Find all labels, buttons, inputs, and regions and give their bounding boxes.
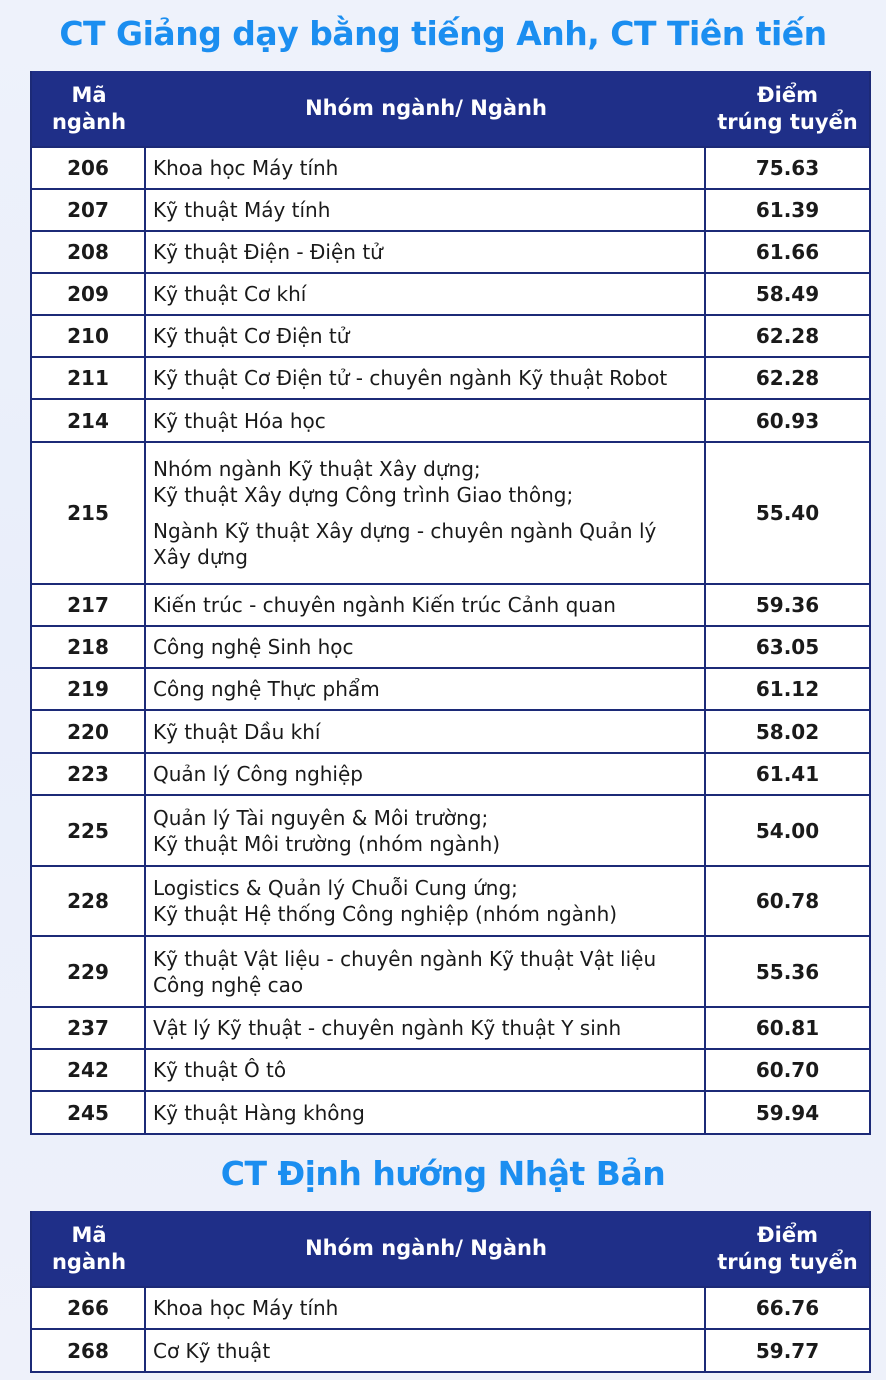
major-code: 217 [32, 585, 146, 625]
table-row [32, 230, 869, 272]
major-name [146, 1092, 706, 1133]
major-code: 245 [32, 1092, 146, 1133]
admission-table-english-program [30, 71, 871, 1135]
major-name-line: Quản lý Công nghiệp [153, 762, 363, 786]
section-title-english-program: CT Giảng dạy bằng tiếng Anh, CT Tiên tiến [59, 14, 827, 53]
major-name [146, 358, 706, 398]
major-name-line: Kỹ thuật Cơ Điện tử - chuyên ngành Kỹ thuật Robot [153, 366, 668, 390]
major-name-line: Công nghệ Sinh học [153, 635, 354, 659]
table-row [32, 865, 869, 935]
major-code: 225 [32, 796, 146, 865]
major-name [146, 274, 706, 314]
major-name-line: Kỹ thuật Hệ thống Công nghiệp (nhóm ngành) [153, 902, 618, 926]
major-name [146, 867, 706, 935]
major-name-line: Kỹ thuật Ô tô [153, 1058, 287, 1082]
major-code: 207 [32, 190, 146, 230]
major-name-line: Cơ Kỹ thuật [153, 1338, 271, 1363]
table-row [32, 1006, 869, 1048]
major-name [146, 400, 706, 441]
admission-score: 59.36 [755, 593, 820, 617]
header-score: Điểm trúng tuyển [717, 1222, 858, 1274]
major-name [146, 1330, 706, 1371]
major-code: 268 [32, 1330, 146, 1371]
table-row [32, 314, 869, 356]
major-name-line: Kỹ thuật Máy tính [153, 198, 331, 222]
admission-score: 60.81 [755, 1016, 820, 1040]
major-code: 211 [32, 358, 146, 398]
table-row [32, 709, 869, 752]
admission-score: 55.40 [755, 501, 820, 525]
admission-score: 54.00 [755, 818, 820, 843]
major-name-line: Vật lý Kỹ thuật - chuyên ngành Kỹ thuật Y sinh [153, 1016, 622, 1040]
table-row [32, 146, 869, 188]
admission-score: 60.78 [755, 889, 820, 913]
major-name [146, 1008, 706, 1048]
major-name-line: Kỹ thuật Xây dựng Công trình Giao thông; [153, 483, 574, 507]
major-code: 214 [32, 400, 146, 441]
major-code: 237 [32, 1008, 146, 1048]
major-name-line: Kỹ thuật Dầu khí [153, 719, 321, 744]
major-code: 208 [32, 232, 146, 272]
section-title-japan-program: CT Định hướng Nhật Bản [220, 1154, 666, 1193]
major-name-line: Kỹ thuật Điện - Điện tử [153, 240, 383, 264]
major-name [146, 627, 706, 667]
major-name-line: Kỹ thuật Cơ Điện tử [153, 324, 350, 348]
major-code: 219 [32, 669, 146, 709]
admission-score: 62.28 [755, 324, 820, 348]
major-name [146, 316, 706, 356]
table-row [32, 272, 869, 314]
major-name [146, 1050, 706, 1090]
header-code: Mã ngành [51, 82, 127, 134]
major-name-line: Kỹ thuật Vật liệu - chuyên ngành Kỹ thuật Vật liệu [153, 946, 657, 971]
major-name [146, 148, 706, 188]
major-name-line: Công nghệ cao [153, 972, 304, 997]
major-name-line: Xây dựng [153, 545, 248, 569]
major-name [146, 585, 706, 625]
admission-score: 59.77 [755, 1338, 820, 1363]
major-code: 266 [32, 1288, 146, 1328]
table-body [32, 1286, 869, 1371]
admission-score: 61.66 [755, 240, 820, 264]
major-code: 209 [32, 274, 146, 314]
admission-score: 60.93 [755, 408, 820, 433]
major-code: 229 [32, 937, 146, 1006]
table-row [32, 752, 869, 794]
admission-score: 61.41 [755, 762, 820, 786]
admission-score: 75.63 [755, 156, 820, 180]
major-name-line: Kỹ thuật Hàng không [153, 1100, 365, 1125]
major-name-line: Kỹ thuật Hóa học [153, 408, 326, 433]
header-major: Nhóm ngành/ Ngành [305, 1236, 547, 1260]
table-row [32, 1090, 869, 1133]
major-code: 242 [32, 1050, 146, 1090]
major-name-line: Khoa học Máy tính [153, 1296, 339, 1320]
major-name [146, 232, 706, 272]
major-code: 223 [32, 754, 146, 794]
admission-score: 66.76 [755, 1296, 820, 1320]
admission-score: 58.02 [755, 719, 820, 744]
table-row [32, 1286, 869, 1328]
major-code: 220 [32, 711, 146, 752]
admission-table-japan-program [30, 1211, 871, 1373]
admission-score: 55.36 [755, 959, 820, 984]
table-row [32, 398, 869, 441]
major-name-line: Kiến trúc - chuyên ngành Kiến trúc Cảnh quan [153, 593, 616, 617]
major-name [146, 796, 706, 865]
major-name [146, 443, 706, 583]
major-code: 218 [32, 627, 146, 667]
major-name-line: Quản lý Tài nguyên & Môi trường; [153, 805, 489, 830]
major-code: 215 [32, 443, 146, 583]
major-name-line: Nhóm ngành Kỹ thuật Xây dựng; [153, 457, 481, 481]
table-row [32, 625, 869, 667]
major-name [146, 937, 706, 1006]
admission-score: 59.94 [755, 1100, 820, 1125]
admission-score: 61.12 [755, 677, 820, 701]
table-row [32, 583, 869, 625]
admission-score: 58.49 [755, 282, 820, 306]
major-name [146, 1288, 706, 1328]
admission-score: 63.05 [755, 635, 820, 659]
major-name-line: Khoa học Máy tính [153, 156, 339, 180]
table-header [32, 71, 869, 146]
admission-score: 61.39 [755, 198, 820, 222]
major-name [146, 711, 706, 752]
major-name-line: Kỹ thuật Môi trường (nhóm ngành) [153, 831, 501, 856]
table-row [32, 1048, 869, 1090]
table-row [32, 935, 869, 1006]
admission-score: 60.70 [755, 1058, 820, 1082]
table-header [32, 1211, 869, 1286]
major-name [146, 754, 706, 794]
major-name-line: Kỹ thuật Cơ khí [153, 282, 307, 306]
major-name-line: Logistics & Quản lý Chuỗi Cung ứng; [153, 876, 518, 900]
major-name [146, 190, 706, 230]
table-row [32, 794, 869, 865]
major-code: 206 [32, 148, 146, 188]
table-row [32, 1328, 869, 1371]
table-row [32, 356, 869, 398]
header-code: Mã ngành [51, 1222, 127, 1274]
header-major: Nhóm ngành/ Ngành [305, 96, 547, 120]
major-code: 210 [32, 316, 146, 356]
major-name-line: Ngành Kỹ thuật Xây dựng - chuyên ngành Quản lý [153, 519, 657, 543]
major-name [146, 669, 706, 709]
header-score: Điểm trúng tuyển [717, 82, 858, 134]
admission-score: 62.28 [755, 366, 820, 390]
table-body [32, 146, 869, 1133]
major-code: 228 [32, 867, 146, 935]
table-row [32, 667, 869, 709]
table-row [32, 188, 869, 230]
major-name-line: Công nghệ Thực phẩm [153, 677, 380, 701]
table-row [32, 441, 869, 583]
